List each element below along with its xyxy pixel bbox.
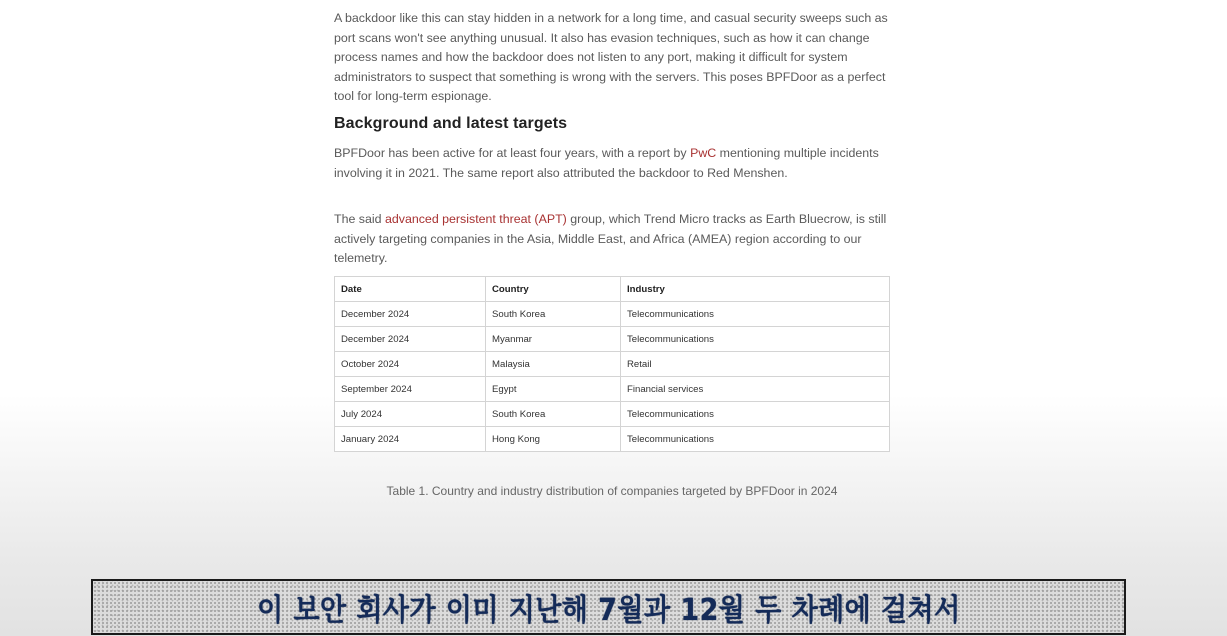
cell-country: Hong Kong [486,427,621,452]
table-row [335,302,890,327]
section-heading: Background and latest targets [334,115,568,132]
cell-date: December 2024 [335,302,486,327]
cell-industry: Telecommunications [621,327,890,352]
cell-industry: Telecommunications [621,427,890,452]
apt-link[interactable]: advanced persistent threat (APT) [384,212,567,226]
cell-industry: Retail [621,352,890,377]
paragraph-apt-group [334,210,894,269]
cell-date: January 2024 [335,427,486,452]
cell-date: October 2024 [335,352,486,377]
cell-date: December 2024 [335,327,486,352]
cell-country: Myanmar [486,327,621,352]
paragraph-background [334,144,894,183]
video-subtitle-bar [91,579,1126,635]
table-row [335,377,890,402]
cell-industry: Financial services [621,377,890,402]
table-row [335,427,890,452]
paragraph-apt-text-2: group, which Trend Micro tracks as Earth Bluecrow, is still actively targeting companies in the Asia, Middle East, and Africa (AMEA) region according to our telemetry. [334,212,887,265]
table-row [335,402,890,427]
cell-date: July 2024 [335,402,486,427]
table-row [335,352,890,377]
table-row [335,327,890,352]
header-date: Date [335,277,486,302]
cell-industry: Telecommunications [621,302,890,327]
cell-industry: Telecommunications [621,402,890,427]
paragraph-apt-text-1: The said [334,212,385,226]
cell-country: South Korea [486,302,621,327]
cell-date: September 2024 [335,377,486,402]
cell-country: Egypt [486,377,621,402]
cell-country: Malaysia [486,352,621,377]
targets-table [334,276,890,452]
paragraph-background-text-1: BPFDoor has been active for at least four years, with a report by [334,146,691,160]
cell-country: South Korea [486,402,621,427]
subtitle-text: 이 보안 회사가 이미 지난해 7월과 12월 두 차례에 걸쳐서 [256,593,961,628]
header-industry: Industry [621,277,890,302]
table-caption: Table 1. Country and industry distribution of companies targeted by BPFDoor in 2024 [386,484,838,498]
paragraph-background-text-2: mentioning multiple incidents involving it in 2021. The same report also attributed the backdoor to Red Menshen. [334,146,879,180]
paragraph-backdoor-stealth: A backdoor like this can stay hidden in a network for a long time, and casual security sweeps such as port scans won't see anything unusual. It also has evasion techniques, such as how it can change process names and how the backdoor does not listen to any port, making it difficult for system administrators to suspect that something is wrong with the servers. This poses BPFDoor as a perfect tool for long-term espionage. [334,11,888,103]
table-header-row [335,277,890,302]
header-country: Country [486,277,621,302]
pwc-link[interactable]: PwC [690,146,717,160]
